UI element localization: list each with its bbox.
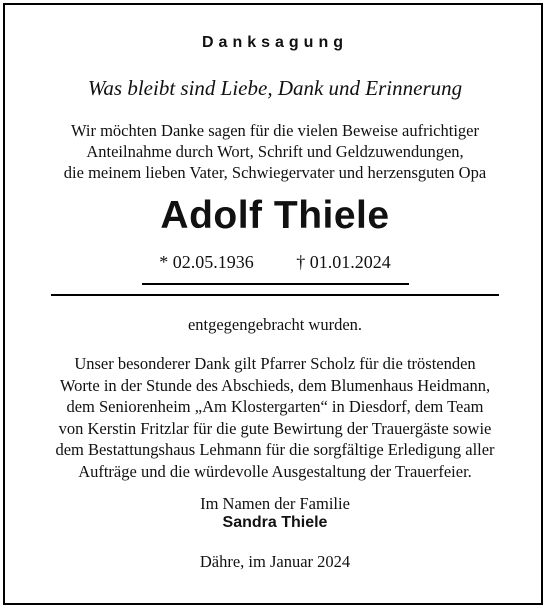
intro-line: Wir möchten Danke sagen für die vielen Beweise aufrichtiger	[70, 121, 479, 140]
intro-line: Anteilnahme durch Wort, Schrift und Geldzuwendungen,	[86, 142, 464, 161]
notice-motto: Was bleibt sind Liebe, Dank und Erinnerung	[87, 76, 463, 100]
intro-text	[20, 120, 530, 183]
thanks-line: dem Bestattungshaus Lehmann für die sorgfältige Erledigung aller	[55, 440, 495, 459]
thanks-text	[20, 353, 530, 482]
notice-heading: Danksagung	[201, 34, 348, 51]
thanks-line: dem Seniorenheim „Am Klostergarten“ in Diesdorf, dem Team	[66, 397, 484, 416]
thanks-line: Unser besonderer Dank gilt Pfarrer Scholz für die tröstenden	[74, 354, 476, 373]
place-and-date: Dähre, im Januar 2024	[199, 552, 351, 571]
thanks-line: Worte in der Stunde des Abschieds, dem Blumenhaus Heidmann,	[59, 375, 491, 395]
divider-short	[142, 283, 409, 285]
family-signature: Sandra Thiele	[222, 514, 328, 531]
divider-long	[51, 294, 499, 296]
thanks-line: von Kerstin Fritzlar für die gute Bewirtung der Trauergäste sowie	[58, 418, 492, 438]
life-dates	[0, 252, 550, 273]
birth-date: * 02.05.1936	[159, 252, 254, 272]
deceased-name: Adolf Thiele	[160, 194, 390, 237]
after-name-text: entgegengebracht wurden.	[187, 315, 363, 334]
intro-line: die meinem lieben Vater, Schwiegervater und herzensguten Opa	[63, 163, 487, 182]
family-prefix: Im Namen der Familie	[200, 494, 350, 513]
thanks-line: Aufträge und die würdevolle Ausgestaltung der Trauerfeier.	[78, 461, 472, 481]
death-date: † 01.01.2024	[296, 252, 391, 272]
